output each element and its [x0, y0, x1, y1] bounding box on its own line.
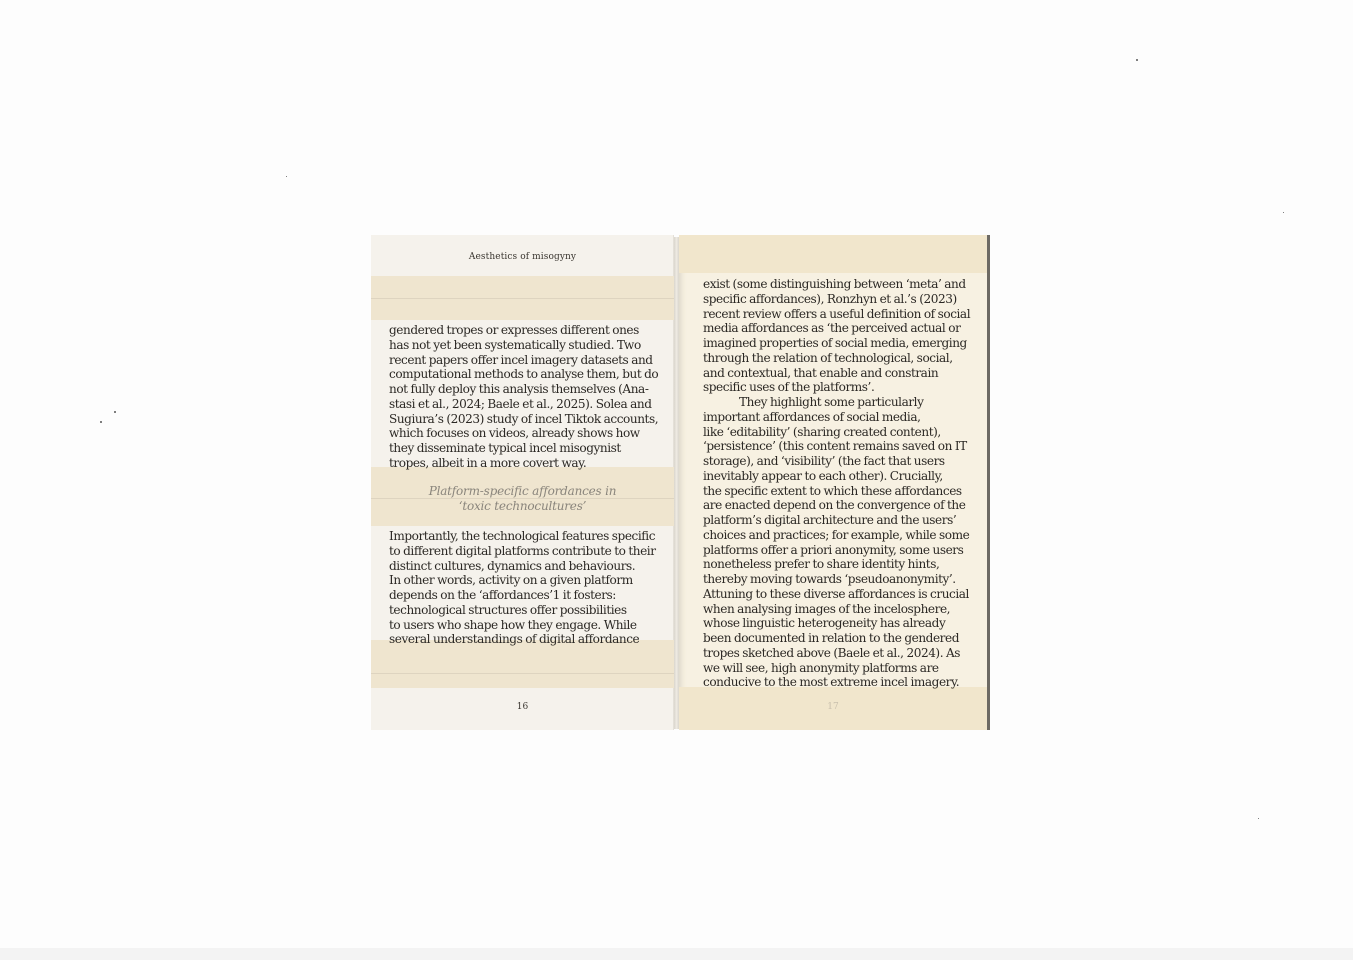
text-line: storage), and ‘visibility’ (the fact that users: [703, 454, 945, 468]
text-line: thereby moving towards ‘pseudoanonymity’.: [703, 572, 956, 586]
dust-speck: [1136, 59, 1138, 61]
dust-speck: [1258, 818, 1259, 819]
text-line: conducive to the most extreme incel imagery.: [703, 675, 960, 690]
tape-strip: [371, 640, 674, 688]
text-line: computational methods to analyse them, but do: [389, 367, 659, 382]
text-line: like ‘editability’ (sharing created content),: [703, 424, 941, 439]
text-line: imagined properties of social media, emerging: [703, 336, 967, 350]
text-line: specific affordances), Ronzhyn et al.’s (2023): [703, 291, 957, 306]
text-line: gendered tropes or expresses different ones: [389, 323, 639, 337]
paragraph-gendered-tropes: [389, 323, 658, 471]
text-line: technological structures offer possibilities: [389, 602, 627, 617]
section-subheading: [371, 484, 674, 513]
subheading-line: ‘toxic technocultures’: [458, 498, 587, 513]
text-line: Attuning to these diverse affordances is crucial: [703, 586, 969, 601]
paragraph-digital-affordance: [703, 277, 970, 690]
text-line: has not yet been systematically studied. Two: [389, 337, 641, 352]
text-line: are enacted depend on the convergence of the: [703, 498, 966, 513]
text-line: when analysing images of the incelosphere,: [703, 601, 951, 616]
text-line: platform’s digital architecture and the users’: [703, 513, 957, 527]
text-line: Sugiura’s (2023) study of incel Tiktok accounts,: [389, 411, 659, 426]
dust-speck: [1283, 212, 1284, 213]
running-head: Aesthetics of misogyny: [468, 252, 577, 262]
text-line: In other words, activity on a given platform: [389, 573, 633, 588]
text-line: Importantly, the technological features specific: [389, 529, 656, 543]
dust-speck: [286, 176, 287, 177]
indented-line-text: They highlight some particularly: [739, 395, 924, 409]
text-line: specific uses of the platforms’.: [703, 380, 875, 395]
text-line: recent papers offer incel imagery datasets and: [389, 352, 653, 367]
text-line: which focuses on videos, already shows how: [389, 426, 640, 441]
text-line: we will see, high anonymity platforms are: [703, 660, 939, 675]
dust-speck: [114, 411, 116, 413]
text-line: they disseminate typical incel misogynist: [389, 441, 621, 455]
text-line: nonetheless prefer to share identity hints,: [703, 557, 940, 572]
page-number: 17: [827, 702, 839, 712]
text-line: [703, 395, 970, 410]
dust-speck: [100, 421, 102, 423]
text-line: tropes, albeit in a more covert way.: [389, 455, 587, 470]
text-line: choices and practices; for example, while some: [703, 527, 970, 542]
text-line: platforms offer a priori anonymity, some users: [703, 542, 964, 557]
text-line: stasi et al., 2024; Baele et al., 2025). Solea and: [389, 396, 652, 411]
text-line: whose linguistic heterogeneity has already: [703, 616, 946, 631]
text-line: exist (some distinguishing between ‘meta’ and: [703, 277, 966, 291]
text-line: to users who shape how they engage. While: [389, 617, 637, 632]
text-line: tropes sketched above (Baele et al., 2024). As: [703, 645, 961, 660]
text-line: not fully deploy this analysis themselves (Ana-: [389, 382, 649, 396]
text-line: been documented in relation to the gendered: [703, 631, 960, 645]
text-line: through the relation of technological, social,: [703, 350, 953, 365]
text-line: to different digital platforms contribute to their: [389, 543, 656, 558]
paragraph-affordances: [389, 529, 656, 647]
left-page: [371, 235, 674, 730]
right-page: [679, 235, 990, 730]
text-line: and contextual, that enable and constrain: [703, 365, 939, 380]
text-line: depends on the ‘affordances’1 it fosters:: [389, 588, 616, 602]
text-line: distinct cultures, dynamics and behaviours.: [389, 558, 636, 573]
text-line: ‘persistence’ (this content remains saved on IT: [703, 439, 967, 454]
text-line: media affordances as ‘the perceived actual or: [703, 321, 961, 336]
text-line: inevitably appear to each other). Crucially,: [703, 468, 943, 483]
page-number: 16: [516, 702, 529, 712]
subheading-line: Platform-specific affordances in: [428, 484, 617, 498]
scan-bottom-edge: [0, 948, 1353, 960]
text-line: several understandings of digital affordance: [389, 632, 640, 647]
text-line: the specific extent to which these affordances: [703, 483, 962, 498]
tape-strip: [679, 235, 987, 273]
text-line: recent review offers a useful definition of social: [703, 306, 971, 321]
text-line: important affordances of social media,: [703, 409, 921, 424]
